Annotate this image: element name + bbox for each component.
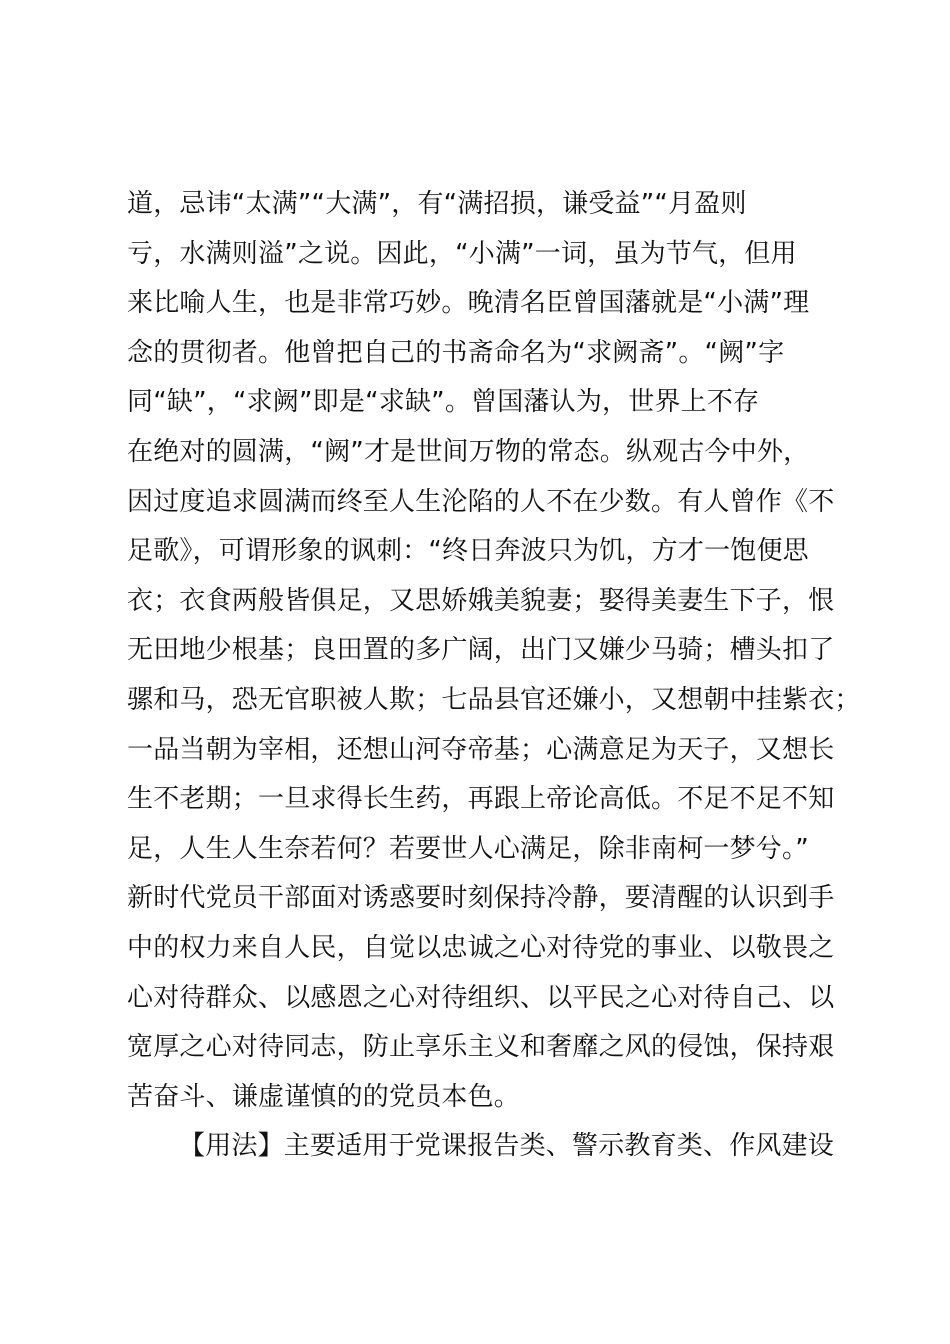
usage-paragraph: 【用法】主要适用于党课报告类、警示教育类、作风建设 [179, 1131, 835, 1162]
text-line: 同“缺”，“求阙”即是“求缺”。曾国藩认为，世界上不存 [127, 387, 760, 418]
text-line: 衣；衣食两般皆俱足，又思娇娥美貌妻；娶得美妻生下子，恨 [127, 585, 835, 616]
text-line: 心对待群众、以感恩之心对待组织、以平民之心对待自己、以 [127, 982, 835, 1013]
text-line: 因过度追求圆满而终至人生沦陷的人不在少数。有人曾作《不 [127, 486, 835, 517]
text-line: 在绝对的圆满，“阙”才是世间万物的常态。纵观古今中外， [127, 436, 810, 467]
text-line: 苦奋斗、谦虚谨慎的的党员本色。 [127, 1081, 521, 1112]
text-line: 中的权力来自人民，自觉以忠诚之心对待党的事业、以敬畏之 [127, 932, 835, 963]
text-line: 宽厚之心对待同志，防止享乐主义和奢靡之风的侵蚀，保持艰 [127, 1032, 835, 1063]
text-line: 来比喻人生，也是非常巧妙。晚清名臣曾国藩就是“小满”理 [127, 288, 810, 319]
text-line: 道，忌讳“太满”“大满”，有“满招损，谦受益”“月盈则 [127, 189, 747, 219]
text-line: 亏，水满则溢”之说。因此，“小满”一词，虽为节气，但用 [127, 238, 797, 269]
text-line: 无田地少根基；良田置的多广阔，出门又嫌少马骑；槽头扣了 [127, 635, 835, 666]
text-line: 生不老期；一旦求得长生药，再跟上帝论高低。不足不足不知 [127, 784, 835, 815]
text-line: 念的贯彻者。他曾把自己的书斋命名为“求阙斋”。“阙”字 [127, 337, 785, 368]
text-line: 足歌》，可谓形象的讽刺：“终日奔波只为饥，方才一饱便思 [127, 536, 809, 567]
text-line: 足，人生人生奈若何？若要世人心满足，除非南柯一梦兮。” [127, 833, 809, 864]
text-line: 一品当朝为宰相，还想山河夺帝基；心满意足为天子，又想长 [127, 734, 835, 765]
body-text [127, 180, 861, 1172]
text-line: 新时代党员干部面对诱惑要时刻保持冷静，要清醒的认识到手 [127, 883, 835, 914]
text-line: 骡和马，恐无官职被人欺；七品县官还嫌小，又想朝中挂紫衣； [127, 684, 861, 715]
